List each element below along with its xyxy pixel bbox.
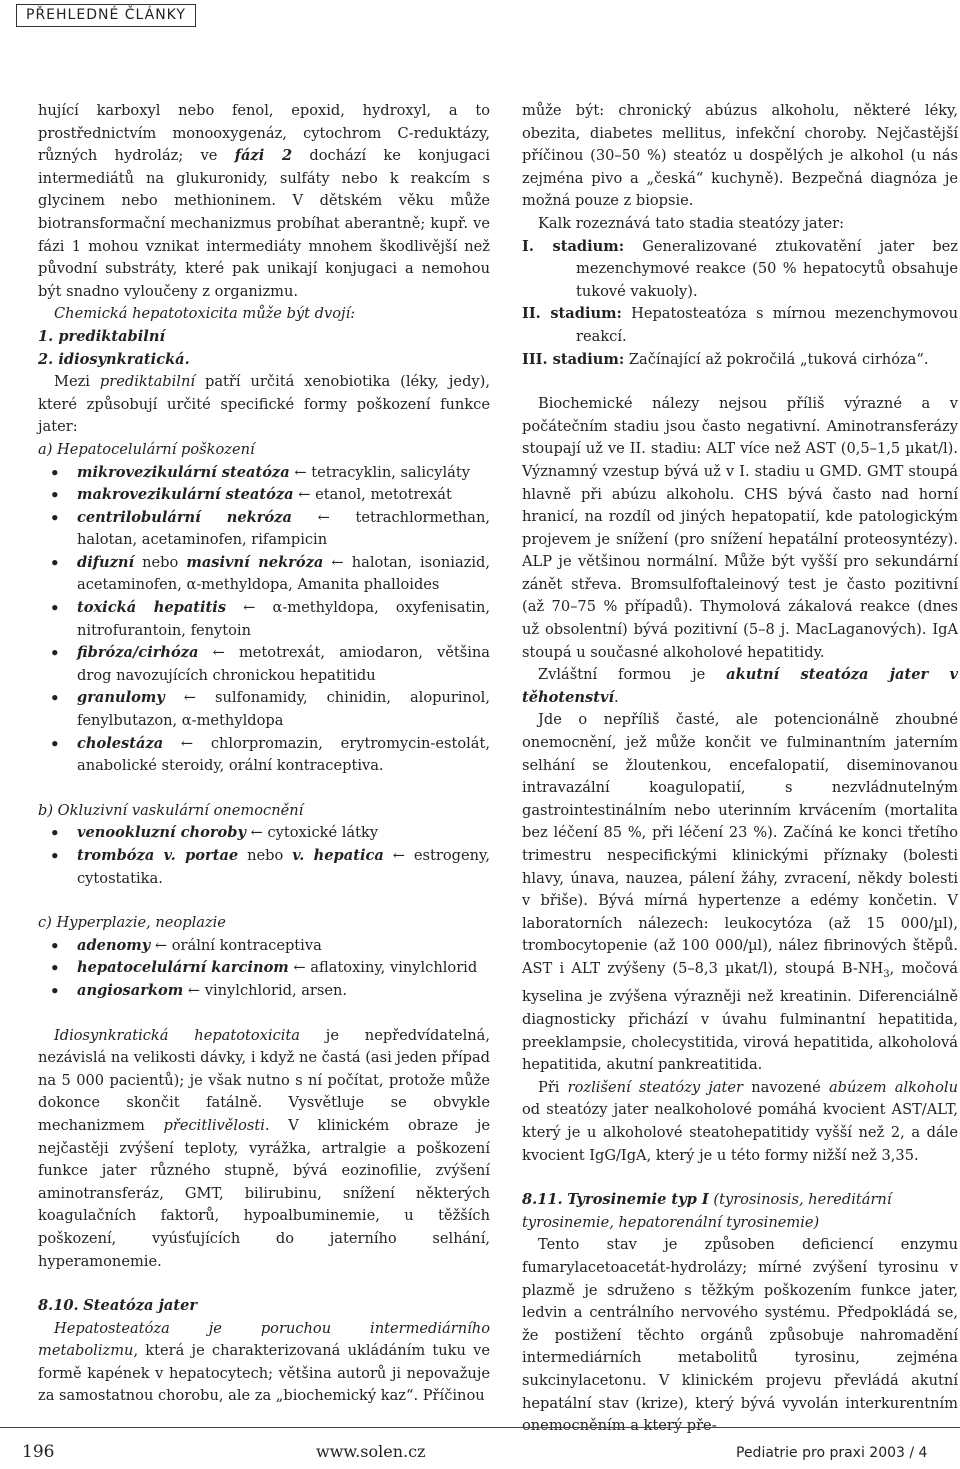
list-item: • hepatocelulární karcinom ← aflatoxiny, vinylchlorid bbox=[38, 957, 490, 980]
list-item: • venookluzní choroby ← cytoxické látky bbox=[38, 822, 490, 845]
website-link[interactable]: www.solen.cz bbox=[316, 1442, 426, 1461]
list-item: • angiosarkom ← vinylchlorid, arsen. bbox=[38, 980, 490, 1003]
pregnancy-form-paragraph: Zvláštní formou je akutní steatóza jater v těhotenství. bbox=[522, 666, 958, 706]
list-item: • cholestáza ← chlorpromazin, erytromycin-estolát, anabolické steroidy, orální kontraceptiva. bbox=[38, 733, 490, 778]
differentiation-paragraph: Při rozlišení steatózy jater navozené abúzem alkoholu od steatózy jater nealkoholové pomáhá kvocient AST/ALT, který je u alkoholové steatohepatitidy vyšší než 2, a dále kvocient IgG/IgA, který je u této formy nižší než 3,35. bbox=[522, 1078, 958, 1164]
intro-paragraph: hující karboxyl nebo fenol, epoxid, hydroxyl, a to prostřednictvím monooxygenáz, cytochrom C-reduktázy, různých hydroláz; ve fázi 2 dochází ke konjugaci intermediátů na glukuronidy, sulfáty nebo k reakcím s glycinem nebo methioninem. V dětském věku může biotransformační mechanizmus probíhat aberantně; kupř. ve fázi 1 mohou vznikat intermediáty mnohem škodlivější než původní substráty, které pak unikají konjugaci a nemohou být snadno vyloučeny z organizmu. bbox=[38, 102, 490, 300]
list-b-title: b) Okluzivní vaskulární onemocnění bbox=[38, 801, 304, 819]
steatosis-paragraph: Hepatosteatóza je poruchou intermediárního metabolizmu, která je charakterizovaná ukládáním tuku ve formě kapének v hepatocytech; většina autorů ji nepovažuje za samostatnou chorobu, ale za „biochemický kaz“. Příčinou bbox=[38, 1319, 490, 1405]
hepatotoxicity-type-2: 2. idiosynkratická. bbox=[38, 350, 190, 368]
list-c bbox=[38, 935, 490, 1003]
predictable-paragraph: Mezi prediktabilní patří určitá xenobiotika (léky, jedy), které způsobují určité specifické formy poškození funkce jater: bbox=[38, 373, 490, 436]
idiosyncratic-paragraph: Idiosynkratická hepatotoxicita je nepředvídatelná, nezávislá na velikosti dávky, i když ne častá (asi jeden případ na 5 000 pacientů); je však nutno s ní počítat, protože může dokonce skončit fatálně. Vysvětluje se obvykle mechanizmem přecitlivělosti. V klinickém obraze je nejčastěji zvýšení teploty, vyrážka, artralgie a poškození funkce jater různého stupně, bývá eozinofilie, zvýšení aminotransferáz, GMT, bilirubinu, snížení některých koagulačních faktorů, hypoalbuminemie, u těžších poškození, vyúsťujících do jaterního selhání, hyperamonemie. bbox=[38, 1026, 490, 1270]
page-number: 196 bbox=[22, 1442, 55, 1462]
right-column bbox=[522, 100, 958, 1438]
hepatotoxicity-type-1: 1. prediktabilní bbox=[38, 327, 165, 345]
stadium-2: II. stadium: Hepatosteatóza s mírnou mezenchymovou reakcí. bbox=[522, 305, 958, 345]
section-heading-8-11: 8.11. Tyrosinemie typ I (tyrosinosis, hereditární bbox=[522, 1191, 892, 1209]
list-item: • difuzní nebo masivní nekróza ← halotan, isoniazid, acetaminofen, α-methyldopa, Amanita phalloides bbox=[38, 552, 490, 597]
section-label: PŘEHLEDNÉ ČLÁNKY bbox=[16, 4, 196, 27]
stadium-3: III. stadium: Začínající až pokročilá „tuková cirhóza“. bbox=[522, 350, 929, 368]
stadia-intro: Kalk rozeznává tato stadia steatózy jater: bbox=[538, 214, 845, 232]
list-item: • makrovezikulární steatóza ← etanol, metotrexát bbox=[38, 484, 490, 507]
stadium-1: I. stadium: Generalizované ztukovatění jater bez mezenchymové reakce (50 % hepatocytů obsahuje tukové vakuoly). bbox=[522, 237, 958, 300]
list-a bbox=[38, 462, 490, 778]
list-b bbox=[38, 822, 490, 890]
section-subtitle-8-11: tyrosinemie, hepatorenální tyrosinemie) bbox=[522, 1213, 820, 1231]
list-item: • trombóza v. portae nebo v. hepatica ← estrogeny, cytostatika. bbox=[38, 845, 490, 890]
tyrosinemia-paragraph: Tento stav je způsoben deficiencí enzymu fumarylacetoacetát-hydrolázy; mírné zvýšení tyrosinu v plazmě je sdruženo s těžkým poškozením funkce jater, ledvin a centrálního nervového systému. Předpokládá se, že postižení těchto orgánů způsobuje nahromadění intermediárních metabolitů tyrosinu, zejména sukcinylacetonu. V klinickém projevu převládá akutní hepatální stav (krize), který bývá vyvolán interkurentním onemocněním a který pře- bbox=[522, 1236, 958, 1435]
hepatotoxicity-title: Chemická hepatotoxicita může být dvojí: bbox=[54, 305, 356, 323]
pregnancy-paragraph: Jde o nepříliš časté, ale potencionálně zhoubné onemocnění, jež může končit ve fulminantním jaterním selhání se žloutenkou, encefalopatií, diseminovanou intravazální koagulopatií, s nezvládnutelným gastrointestinálním nebo uterinním krvácením (mortalita bez léčení 85 %, při léčení 23 %). Začíná ke konci třetího trimestru nespecifickými klinickými příznaky (bolesti hlavy, únava, nauzea, pálení žáhy, zvracení, někdy bolesti v břiše). Bývá mírná hypertenze a edémy končetin. V laboratorních nálezech: leukocytóza (až 15 000/µl), trombocytopenie (až 100 000/µl), nález fibrinových štěpů. AST i ALT zvýšeny (5–8,3 µkat/l), stoupá $B-NH_3$, močová kyselina je zvýšena výrazněji než kreatinin. Diferenciálně diagnosticky přichází v úvahu fulminantní hepatitida, preeklampsie, cholecystitida, virová hepatitida, alkoholová hepatitida, akutní pankreatitida. bbox=[522, 711, 958, 1074]
list-item: • granulomy ← sulfonamidy, chinidin, alopurinol, fenylbutazon, α-methyldopa bbox=[38, 687, 490, 732]
list-item: • centrilobulární nekróza ← tetrachlormethan, halotan, acetaminofen, rifampicin bbox=[38, 507, 490, 552]
list-item: • adenomy ← orální kontraceptiva bbox=[38, 935, 490, 958]
section-heading-8-10: 8.10. Steatóza jater bbox=[38, 1297, 198, 1315]
causes-paragraph: může být: chronický abúzus alkoholu, některé léky, obezita, diabetes mellitus, infekční choroby. Nejčastější příčinou (30–50 %) steatóz u dospělých je alkohol (u nás zejména pivo a „česká“ kuchyně). Bezpečná diagnóza je možná pouze z biopsie. bbox=[522, 102, 958, 210]
list-a-title: a) Hepatocelulární poškození bbox=[38, 440, 255, 458]
journal-name: Pediatrie pro praxi 2003 / 4 bbox=[736, 1445, 928, 1461]
footer-divider bbox=[0, 1427, 960, 1428]
biochemistry-paragraph: Biochemické nálezy nejsou příliš výrazné a v počátečním stadiu jsou často negativní. Aminotransferázy stoupají už ve II. stadiu: ALT více než AST (0,5–1,5 µkat/l). Významný vzestup bývá už v I. stadiu u GMD. GMT stoupá hlavně při abúzu alkoholu. CHS bývá často nad horní hranicí, na rozdíl od jiných hepatopatií, kde patologickým projevem je snížení (pro snížení hepatální proteosyntézy). ALP je většinou normální. Může být vyšší pro sekundární zánět střeva. Bromsulfoftaleinový test je často pozitivní (až 70–75 % případů). Thymolová zákalová reakce (dnes už obsolentní) bývá pozitivní (5–8 j. MacLaganových). IgA stoupá u současné alkoholové hepatitidy. bbox=[522, 395, 958, 661]
list-item: • fibróza/cirhóza ← metotrexát, amiodaron, většina drog navozujících chronickou hepatitidu bbox=[38, 642, 490, 687]
left-column bbox=[38, 100, 490, 1408]
list-item: • mikrovezikulární steatóza ← tetracyklin, salicyláty bbox=[38, 462, 490, 485]
list-c-title: c) Hyperplazie, neoplazie bbox=[38, 914, 226, 932]
list-item: • toxická hepatitis ← α-methyldopa, oxyfenisatin, nitrofurantoin, fenytoin bbox=[38, 597, 490, 642]
